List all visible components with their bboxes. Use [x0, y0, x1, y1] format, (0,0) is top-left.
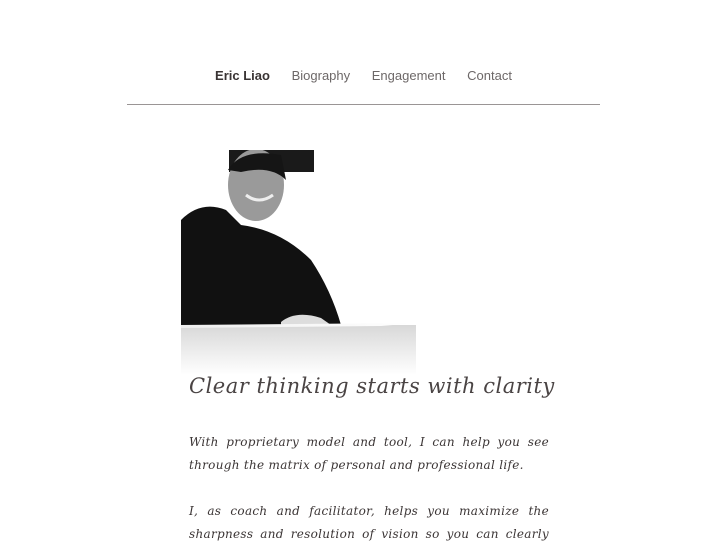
nav-biography[interactable]: Biography: [291, 68, 351, 83]
nav-home-eric-liao[interactable]: Eric Liao: [215, 68, 270, 83]
intro-paragraph: [189, 431, 549, 477]
nav-contact[interactable]: Contact: [467, 68, 512, 83]
coach-paragraph: [189, 500, 549, 546]
paragraph-line: sharpness and resolution of vision so you can clearly: [189, 527, 549, 541]
paragraph-line: through the matrix of personal and professional life.: [189, 458, 524, 472]
paragraph-line: I, as coach and facilitator, helps you maximize the: [189, 504, 549, 518]
nav-engagement[interactable]: Engagement: [371, 68, 446, 83]
header-divider: [127, 104, 600, 105]
headline: Clear thinking starts with clarity: [189, 374, 555, 398]
main-nav: [0, 68, 727, 83]
portrait-photo: [181, 150, 416, 375]
paragraph-line: With proprietary model and tool, I can help you see: [189, 435, 549, 449]
